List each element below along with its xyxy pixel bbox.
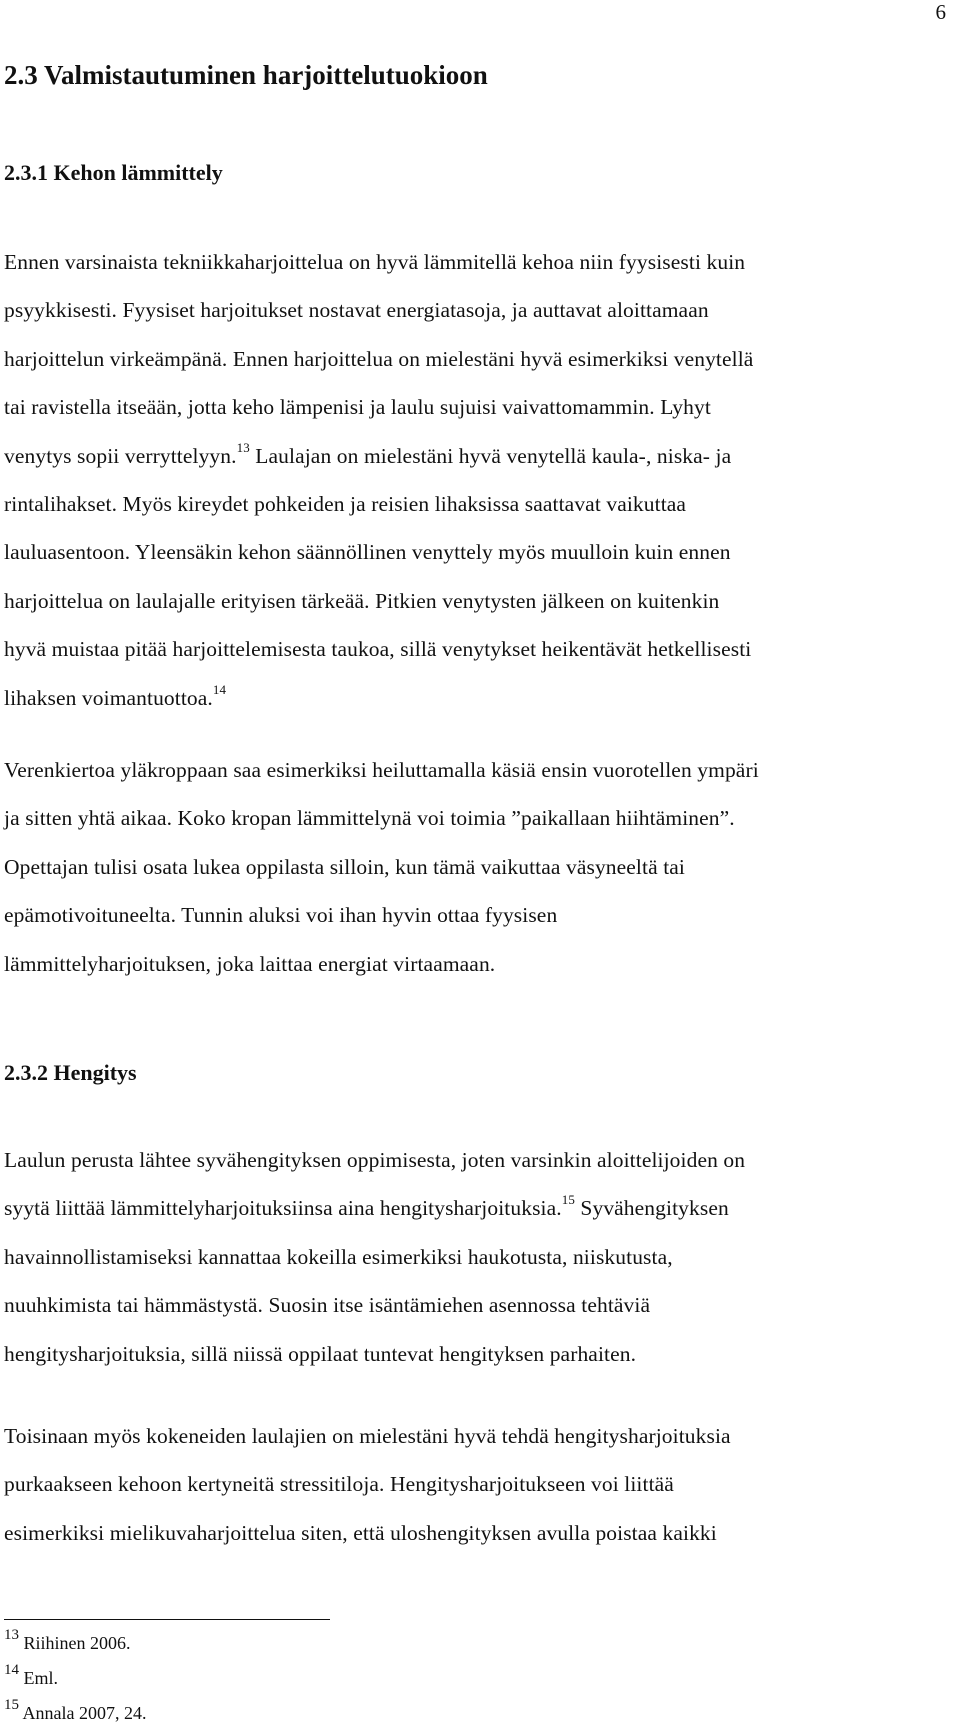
paragraph-warmup-2 (4, 746, 944, 988)
text-line: esimerkiksi mielikuvaharjoittelua siten, että uloshengityksen avulla poistaa kaikki (4, 1520, 717, 1545)
text-line: harjoittelua on laulajalle erityisen tärkeää. Pitkien venytysten jälkeen on kuitenkin (4, 588, 720, 613)
footnote-mark: 14 (4, 1662, 19, 1678)
text-line (4, 674, 944, 722)
footnote-reference-13: 13 (236, 439, 250, 455)
paragraph-breathing-1 (4, 1136, 944, 1378)
footnote-mark: 15 (4, 1697, 19, 1713)
text-segment: Syvähengityksen (574, 1196, 729, 1221)
footnote-text: Riihinen 2006. (23, 1633, 131, 1653)
text-line: purkaakseen kehoon kertyneitä stressitiloja. Hengitysharjoitukseen voi liittää (4, 1472, 674, 1497)
text-line: rintalihakset. Myös kireydet pohkeiden ja reisien lihaksissa saattavat vaikuttaa (4, 492, 687, 517)
text-line: Ennen varsinaista tekniikkaharjoittelua on hyvä lämmitellä kehoa niin fyysisesti kuin (4, 250, 746, 274)
text-line: havainnollistamiseksi kannattaa kokeilla esimerkiksi haukotusta, niiskutusta, (4, 1244, 673, 1269)
section-heading: 2.3 Valmistautuminen harjoittelutuokioon (4, 60, 488, 90)
footnotes-list (4, 1626, 147, 1731)
footnote-item (4, 1661, 147, 1696)
footnote-separator (4, 1619, 330, 1620)
page-number: 6 (935, 0, 946, 24)
text-line: lämmittelyharjoituksen, joka laittaa energiat virtaamaan. (4, 951, 496, 976)
text-line: psyykkisesti. Fyysiset harjoitukset nostavat energiatasoja, ja auttavat aloittamaan (4, 298, 709, 323)
text-line: Toisinaan myös kokeneiden laulajien on mielestäni hyvä tehdä hengitysharjoituksia (4, 1424, 731, 1448)
text-line (4, 432, 944, 480)
text-line: Laulun perusta lähtee syvähengityksen oppimisesta, joten varsinkin aloittelijoiden on (4, 1148, 746, 1172)
text-line (4, 1184, 944, 1232)
text-line: hengitysharjoituksia, sillä niissä oppilaat tuntevat hengityksen parhaiten. (4, 1341, 637, 1366)
subsection-heading-breathing: 2.3.2 Hengitys (4, 1060, 137, 1085)
text-line: Opettajan tulisi osata lukea oppilasta silloin, kun tämä vaikuttaa väsyneeltä tai (4, 854, 685, 879)
footnote-reference-14: 14 (212, 681, 227, 697)
text-segment: venytys sopii verryttelyyn. (4, 443, 237, 468)
text-segment: Laulajan on mielestäni hyvä venytellä kaula-, niska- ja (249, 443, 732, 468)
footnote-reference-15: 15 (561, 1192, 575, 1208)
subsection-heading-warmup: 2.3.1 Kehon lämmittely (4, 160, 223, 185)
footnote-item (4, 1696, 147, 1731)
text-line: tai ravistella itseään, jotta keho lämpenisi ja laulu sujuisi vaivattomammin. Lyhyt (4, 395, 711, 420)
paragraph-breathing-2 (4, 1412, 944, 1557)
text-line: harjoittelun virkeämpänä. Ennen harjoittelua on mielestäni hyvä esimerkiksi venytellä (4, 346, 754, 371)
text-line: nuuhkimista tai hämmästystä. Suosin itse isäntämiehen asennossa tehtäviä (4, 1293, 651, 1318)
text-segment: syytä liittää lämmittelyharjoituksiinsa aina hengitysharjoituksia. (4, 1196, 562, 1221)
footnote-text: Eml. (23, 1668, 58, 1688)
text-segment: lihaksen voimantuottoa. (4, 685, 213, 710)
footnote-item (4, 1626, 147, 1661)
text-line: hyvä muistaa pitää harjoittelemisesta taukoa, sillä venytykset heikentävät hetkellisesti (4, 637, 752, 662)
paragraph-warmup-1 (4, 238, 944, 722)
text-line: Verenkiertoa yläkroppaan saa esimerkiksi heiluttamalla käsiä ensin vuorotellen ympäri (4, 758, 759, 782)
text-line: lauluasentoon. Yleensäkin kehon säännöllinen venyttely myös muulloin kuin ennen (4, 540, 731, 565)
text-line: epämotivoituneelta. Tunnin aluksi voi ihan hyvin ottaa fyysisen (4, 903, 558, 928)
footnote-mark: 13 (4, 1627, 19, 1643)
text-line: ja sitten yhtä aikaa. Koko kropan lämmittelynä voi toimia ”paikallaan hiihtäminen”. (4, 806, 735, 831)
footnote-text: Annala 2007, 24. (22, 1703, 147, 1723)
